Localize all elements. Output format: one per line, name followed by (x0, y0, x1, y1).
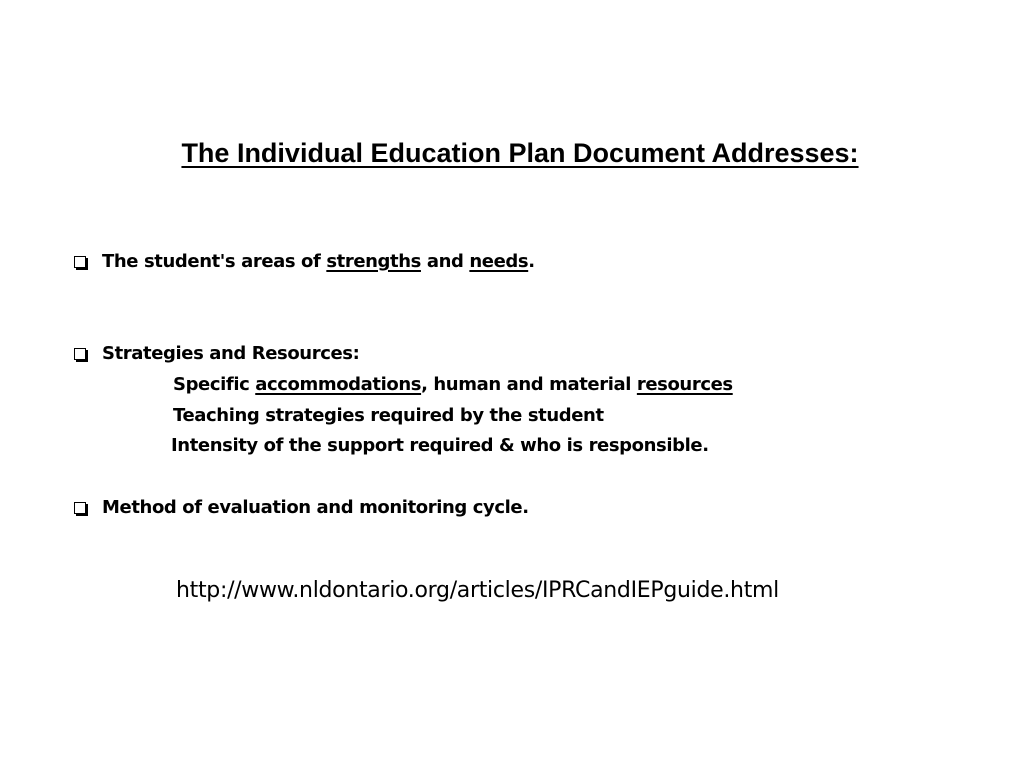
bullet-heading: Strategies and Resources: (102, 343, 360, 364)
bullet-text-pre: The student's areas of (102, 251, 327, 272)
checkbox-bullet-icon (74, 256, 86, 268)
slide-title: The Individual Education Plan Document Addresses: (181, 138, 859, 168)
strengths-term: strengths (326, 251, 421, 272)
bullet-text-post: . (528, 251, 535, 272)
bullet-strategies-resources (74, 343, 359, 364)
bullet-text-mid: and (420, 251, 470, 272)
sub-item-accommodations (173, 374, 733, 395)
bullet-text: Method of evaluation and monitoring cycle. (102, 497, 529, 518)
sub-text-pre: Specific (173, 374, 256, 395)
bullet-evaluation (74, 497, 529, 518)
sub-item-intensity: Intensity of the support required & who is responsible. (171, 435, 709, 456)
checkbox-bullet-icon (74, 502, 86, 514)
needs-term: needs (469, 251, 529, 272)
sub-item-teaching-strategies: Teaching strategies required by the student (173, 405, 604, 426)
accommodations-term: accommodations (255, 374, 422, 395)
checkbox-bullet-icon (74, 348, 86, 360)
resources-term: resources (636, 374, 733, 395)
bullet-text (102, 251, 535, 272)
bullet-strengths-needs (74, 251, 535, 272)
source-url: http://www.nldontario.org/articles/IPRCandIEPguide.html (176, 578, 779, 603)
sub-text-mid: , human and material (421, 374, 637, 395)
